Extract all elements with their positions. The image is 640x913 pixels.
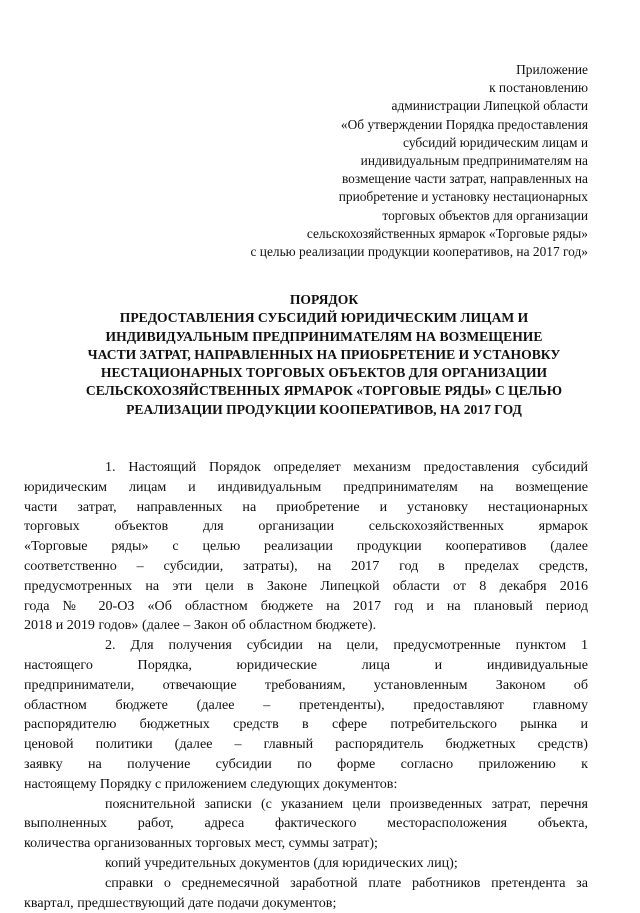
list-item-line: квартал, предшествующий дате подачи документов; bbox=[24, 894, 337, 911]
paragraph-1-line: 1. Настоящий Порядок определяет механизм предоставления субсидий bbox=[105, 459, 588, 475]
appendix-line: торговых объектов для организации bbox=[382, 207, 588, 223]
appendix-line: субсидий юридическим лицам и bbox=[403, 134, 588, 150]
paragraph-2-line: областном бюджете (далее – претенденты), предоставляют главному bbox=[24, 696, 588, 713]
paragraph-2-line: настоящего Порядка, юридические лица и индивидуальные bbox=[24, 656, 588, 673]
paragraph-2-line: 2. Для получения субсидии на цели, предусмотренные пунктом 1 bbox=[105, 637, 588, 654]
paragraph-1-line: юридическим лицам и индивидуальным предпринимателям на возмещение bbox=[24, 478, 588, 495]
paragraph-2-line: предприниматели, отвечающие требованиям, установленным Законом об bbox=[24, 676, 588, 693]
paragraph-1-line: части затрат, направленных на приобретение и установку нестационарных bbox=[24, 498, 588, 515]
paragraph-1-line: предусмотренных на эти цели в Законе Липецкой области от 8 декабря 2016 bbox=[24, 577, 588, 594]
appendix-line: возмещение части затрат, направленных на bbox=[341, 171, 588, 187]
title-line: НЕСТАЦИОНАРНЫХ ТОРГОВЫХ ОБЪЕКТОВ ДЛЯ ОРГАНИЗАЦИИ bbox=[100, 365, 548, 381]
paragraph-1-line: торговых объектов для организации сельскохозяйственных ярмарок bbox=[24, 518, 588, 535]
list-item-line: справки о среднемесячной заработной плате работников претендента за bbox=[105, 874, 588, 891]
appendix-line: сельскохозяйственных ярмарок «Торговые ряды» bbox=[306, 225, 588, 241]
appendix-line: индивидуальным предпринимателям на bbox=[360, 153, 588, 169]
document-title bbox=[60, 291, 588, 419]
list-item-line: количества организованных торговых мест, суммы затрат); bbox=[24, 835, 378, 852]
paragraph-2-line: настоящему Порядку с приложением следующих документов: bbox=[24, 775, 398, 792]
appendix-header bbox=[250, 61, 588, 261]
appendix-line: с целью реализации продукции кооперативов, на 2017 год» bbox=[250, 244, 588, 260]
appendix-line: к постановлению bbox=[489, 80, 588, 96]
title-line: СЕЛЬСКОХОЗЯЙСТВЕННЫХ ЯРМАРОК «ТОРГОВЫЕ РЯДЫ» С ЦЕЛЬЮ bbox=[85, 383, 563, 399]
paragraph-2-line: ценовой политики (далее – главный распорядитель бюджетных средств) bbox=[24, 736, 588, 753]
appendix-line: администрации Липецкой области bbox=[391, 98, 588, 114]
paragraph-1-line: соответственно – субсидии, затраты), на 2017 год в пределах средств, bbox=[24, 557, 588, 574]
paragraph-1-line: 2018 и 2019 годов» (далее – Закон об областном бюджете). bbox=[24, 617, 377, 634]
appendix-line: приобретение и установку нестационарных bbox=[338, 189, 588, 205]
list-item-line: копий учредительных документов (для юридических лиц); bbox=[105, 854, 458, 871]
list-item-line: выполненных работ, адреса фактического месторасположения объекта, bbox=[24, 815, 588, 832]
appendix-line: «Об утверждении Порядка предоставления bbox=[340, 116, 588, 132]
appendix-line: Приложение bbox=[516, 62, 588, 77]
title-line: ПРЕДОСТАВЛЕНИЯ СУБСИДИЙ ЮРИДИЧЕСКИМ ЛИЦАМ И bbox=[119, 310, 529, 326]
paragraph-2-line: заявку на получение субсидии по форме согласно приложению к bbox=[24, 755, 588, 772]
title-line: РЕАЛИЗАЦИИ ПРОДУКЦИИ КООПЕРАТИВОВ, НА 2017 ГОД bbox=[126, 401, 522, 417]
paragraph-1-line: года № 20-ОЗ «Об областном бюджете на 2017 год и на плановый период bbox=[24, 597, 588, 614]
paragraph-1-line: «Торговые ряды» с целью реализации продукции кооперативов (далее bbox=[24, 538, 588, 555]
document-body bbox=[24, 458, 588, 913]
title-line: ЧАСТИ ЗАТРАТ, НАПРАВЛЕННЫХ НА ПРИОБРЕТЕНИЕ И УСТАНОВКУ bbox=[87, 346, 561, 362]
title-line: ИНДИВИДУАЛЬНЫМ ПРЕДПРИНИМАТЕЛЯМ НА ВОЗМЕЩЕНИЕ bbox=[105, 328, 543, 344]
title-line: ПОРЯДОК bbox=[289, 292, 359, 307]
list-item-line: пояснительной записки (с указанием цели произведенных затрат, перечня bbox=[105, 795, 588, 812]
paragraph-2-line: распорядителю бюджетных средств в сфере потребительского рынка и bbox=[24, 716, 588, 733]
